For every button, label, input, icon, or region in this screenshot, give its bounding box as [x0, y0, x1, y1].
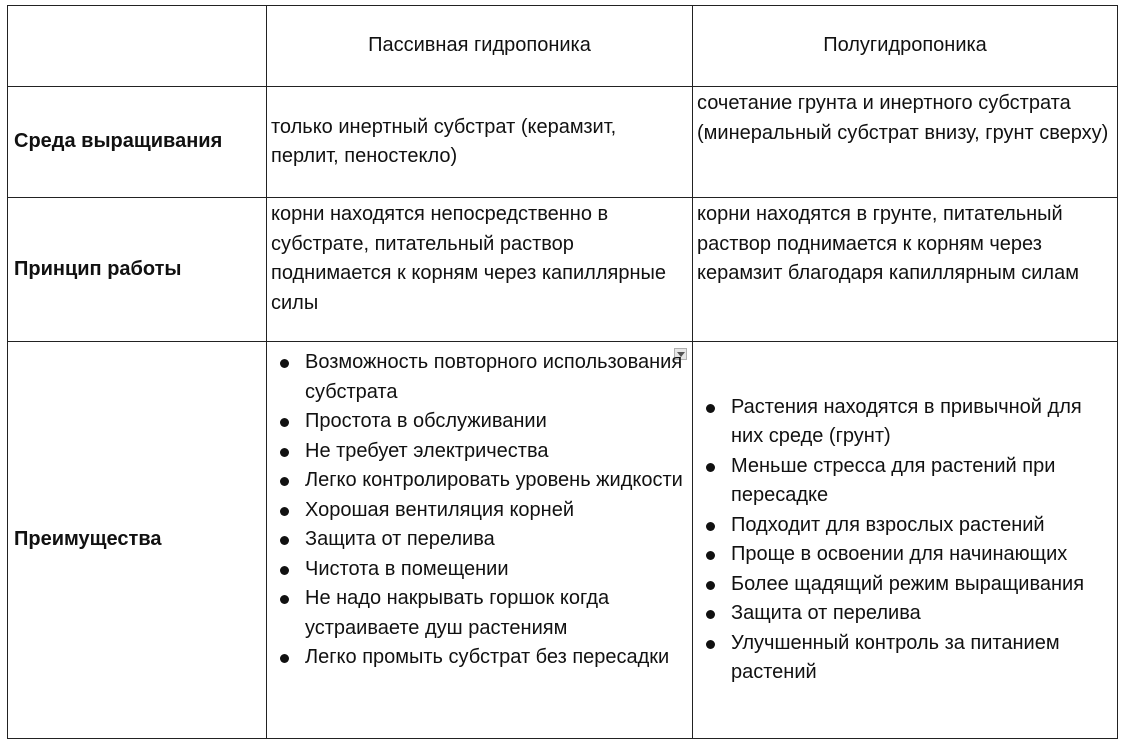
advantages-passive-list [267, 348, 692, 673]
cell-environment-semi: сочетание грунта и инертного субстрата (минеральный субстрат внизу, грунт сверху) [693, 87, 1118, 198]
row-label-environment: Среда выращивания [8, 87, 267, 198]
list-item: Легко контролировать уровень жидкости [267, 466, 692, 496]
row-label-advantages: Преимущества [8, 342, 267, 739]
list-item: Легко промыть субстрат без пересадки [267, 643, 692, 673]
list-item: Возможность повторного использования субстрата [267, 348, 692, 407]
list-item: Подходит для взрослых растений [693, 511, 1117, 541]
list-item: Защита от перелива [693, 599, 1117, 629]
row-environment [8, 87, 1118, 198]
list-item: Не требует электричества [267, 437, 692, 467]
cell-advantages-semi [693, 342, 1118, 739]
list-item: Растения находятся в привычной для них среде (грунт) [693, 393, 1117, 452]
row-label-principle: Принцип работы [8, 198, 267, 342]
list-item: Не надо накрывать горшок когда устраиваете душ растениям [267, 584, 692, 643]
list-item: Более щадящий режим выращивания [693, 570, 1117, 600]
row-principle [8, 198, 1118, 342]
row-advantages [8, 342, 1118, 739]
list-item: Улучшенный контроль за питанием растений [693, 629, 1117, 688]
header-empty-cell [8, 6, 267, 87]
list-item: Меньше стресса для растений при пересадке [693, 452, 1117, 511]
cell-environment-passive: только инертный субстрат (керамзит, перлит, пеностекло) [267, 87, 693, 198]
cell-principle-passive: корни находятся непосредственно в субстрате, питательный раствор поднимается к корням через капиллярные силы [267, 198, 693, 342]
header-passive-hydroponics: Пассивная гидропоника [267, 6, 693, 87]
list-item: Защита от перелива [267, 525, 692, 555]
header-semi-hydroponics: Полугидропоника [693, 6, 1118, 87]
list-item: Чистота в помещении [267, 555, 692, 585]
cell-principle-semi: корни находятся в грунте, питательный раствор поднимается к корням через керамзит благодаря капиллярным силам [693, 198, 1118, 342]
list-item: Хорошая вентиляция корней [267, 496, 692, 526]
list-item: Простота в обслуживании [267, 407, 692, 437]
comparison-table [7, 5, 1118, 739]
header-row [8, 6, 1118, 87]
list-item: Проще в освоении для начинающих [693, 540, 1117, 570]
advantages-semi-list [693, 393, 1117, 688]
cell-advantages-passive [267, 342, 693, 739]
